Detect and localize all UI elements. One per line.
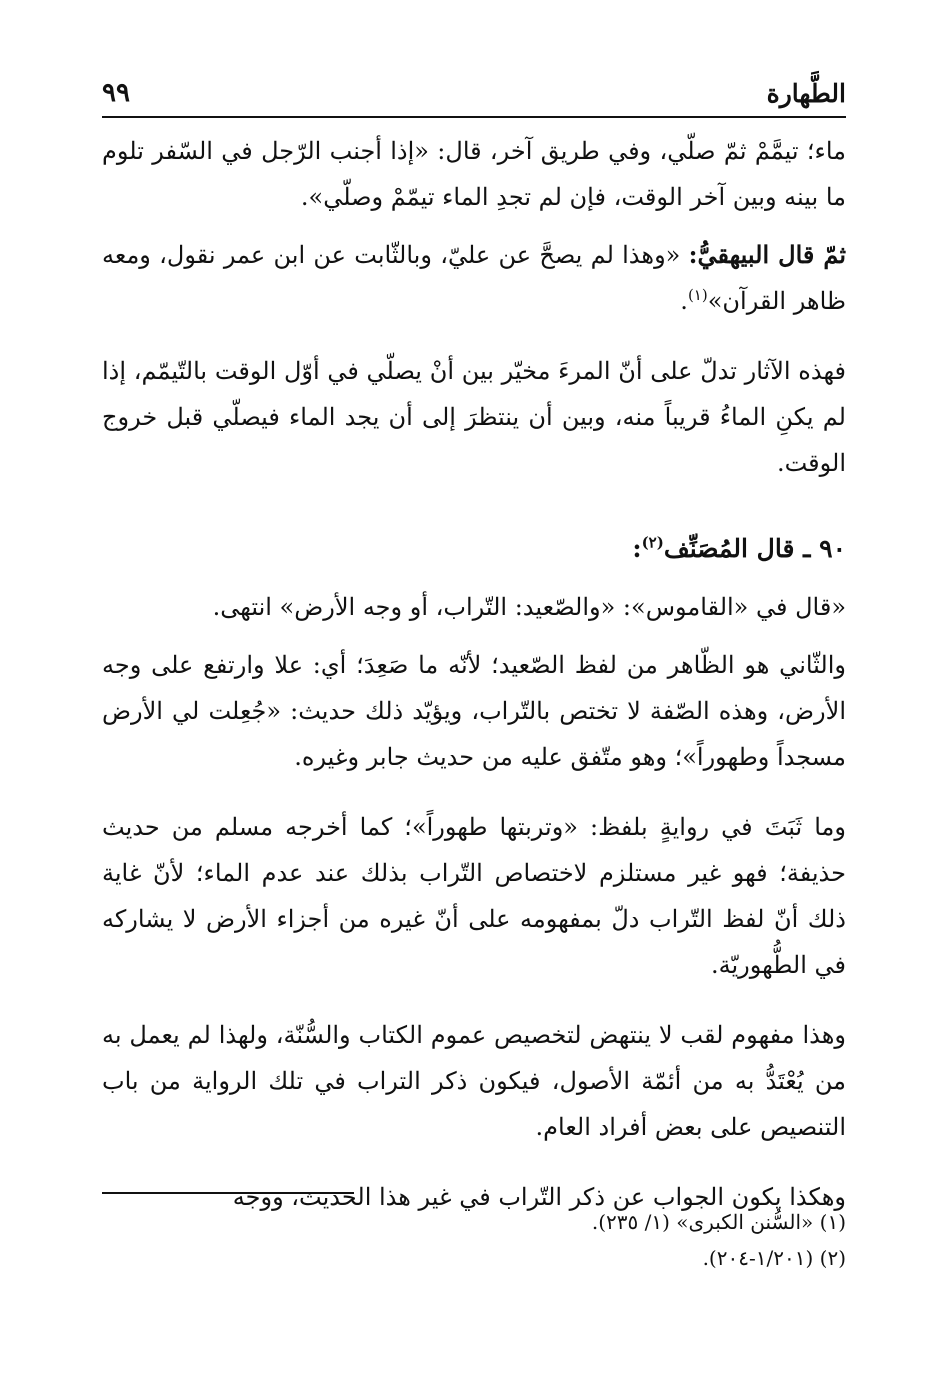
- paragraph-6: وما ثَبَتَ في روايةٍ بلفظ: «وتربتها طهوراً»؛ كما أخرجه مسلم من حديث حذيفة؛ فهو غير مستلزم لاختصاص التّراب بذلك عند عدم الماء؛ لأنّ غاية ذلك أنّ لفظ التّراب دلّ بمفهومه على أنّ غيره من أجزاء الأرض لا يشاركه في الطُّهوريّة.: [102, 813, 846, 979]
- paragraph-5: والثّاني هو الظّاهر من لفظ الصّعيد؛ لأنّه ما صَعِدَ؛ أي: علا وارتفع على وجه الأرض، وهذه الصّفة لا تختص بالتّراب، ويؤيّد ذلك حديث: «جُعِلت لي الأرض مسجداً وطهوراً»؛ وهو متّفق عليه من حديث جابر وغيره.: [102, 651, 847, 771]
- footnote-ref-1[interactable]: (١): [687, 286, 708, 304]
- footnotes: [102, 1204, 846, 1276]
- footnote-1: (١) «السُّنن الكبرى» (١/ ٢٣٥).: [591, 1210, 846, 1234]
- page-body: [102, 128, 846, 1220]
- paragraph-4: «قال في «القاموس»: «والصّعيد: التّراب، أو وجه الأرض» انتهى.: [212, 593, 846, 621]
- paragraph-2-end: .: [680, 287, 688, 315]
- paragraph-3: فهذه الآثار تدلّ على أنّ المرءَ مخيّر بين أنْ يصلّي في أوّل الوقت بالتّيمّم، إذا لم يكنِ الماءُ قريباً منه، وبين أن ينتظرَ إلى أن يجد الماء فيصلّي قبل خروج الوقت.: [102, 357, 846, 477]
- running-title: الطَّهارة: [766, 79, 846, 108]
- paragraph-1: ماء؛ تيمَّمْ ثمّ صلّي، وفي طريق آخر، قال: «إذا أجنب الرّجل في السّفر تلوم ما بينه وبين آخر الوقت، فإن لم تجدِ الماء تيمّمْ وصلّي».: [102, 137, 847, 211]
- header-rule: [102, 116, 846, 118]
- book-page: [102, 0, 846, 1381]
- page-number: ٩٩: [102, 78, 130, 108]
- footnote-ref-2[interactable]: (٢): [641, 533, 664, 552]
- section-heading-end: :: [632, 534, 642, 563]
- page-header: [102, 68, 846, 108]
- paragraph-8: وهكذا يكون الجواب عن ذكر التّراب في غير هذا الحديث، ووجه: [232, 1183, 846, 1211]
- footnote-rule: [102, 1192, 354, 1194]
- paragraph-2-text: «وهذا لم يصحَّ عن عليّ، وبالثّابت عن ابن عمر نقول، ومعه ظاهر القرآن»: [102, 241, 846, 315]
- paragraph-7: وهذا مفهوم لقب لا ينتهض لتخصيص عموم الكتاب والسُّنّة، ولهذا لم يعمل به من يُعْتَدُّ به من أئمّة الأصول، فيكون ذكر التراب في تلك الرواية من باب التنصيص على بعض أفراد العام.: [102, 1021, 846, 1141]
- paragraph-2-lead: ثمّ قال البيهقيُّ:: [688, 240, 846, 269]
- paragraph-2: [102, 232, 846, 324]
- section-heading-text: ٩٠ ـ قال المُصَنِّف: [663, 534, 846, 563]
- section-heading: [102, 526, 846, 572]
- footnote-2: (٢) (١/٢٠١-٢٠٤).: [702, 1246, 846, 1270]
